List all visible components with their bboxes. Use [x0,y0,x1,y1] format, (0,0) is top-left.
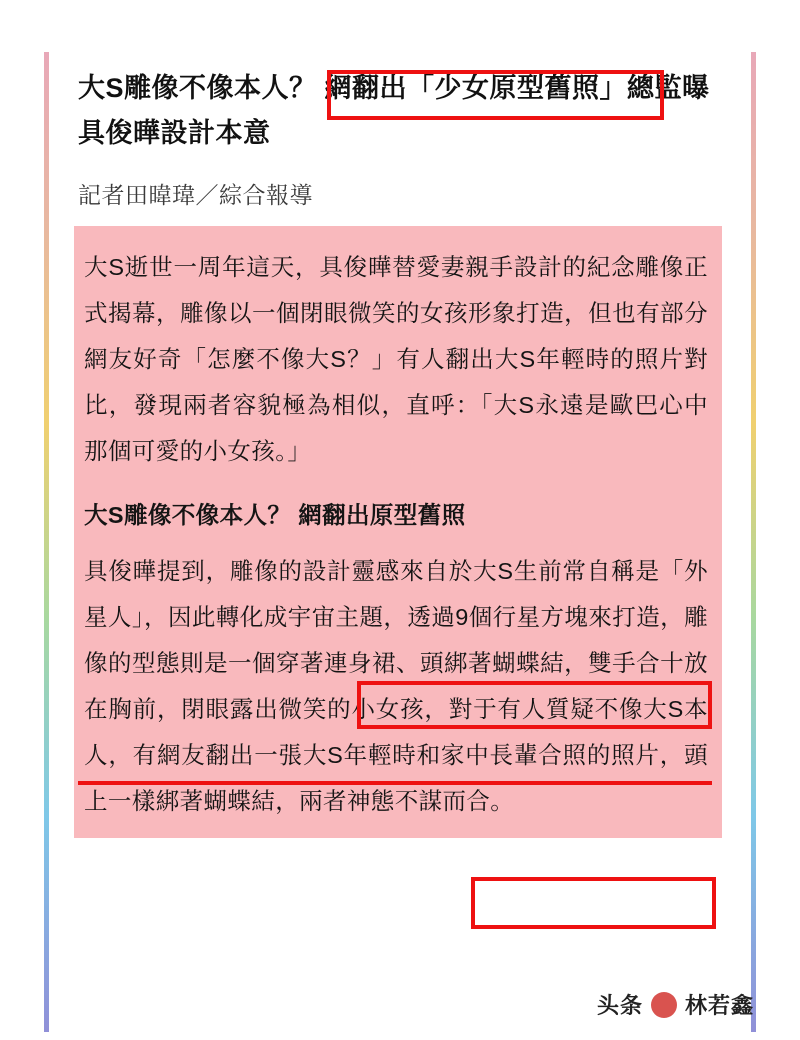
article-byline: 記者田暐瑋／綜合報導 [78,182,313,208]
page-title: 大S雕像不像本人？ 網翻出「少女原型舊照」總監曝具俊曄設計本意 [78,73,710,148]
footer-watermark [597,989,754,1020]
author-name: 林若鑫 [684,993,754,1018]
article-body-highlighted [74,226,722,838]
toutiao-logo: 头条 [596,993,643,1018]
decorative-rail-left [44,52,49,1032]
article-subheading: 大S雕像不像本人？ 網翻出原型舊照 [84,502,466,528]
decorative-rail-right [751,52,756,1032]
article-paragraph-1: 大S逝世一周年這天，具俊曄替愛妻親手設計的紀念雕像正式揭幕，雕像以一個閉眼微笑的女孩形象打造，但也有部分網友好奇「怎麼不像大S？」有人翻出大S年輕時的照片對比，發現兩者容貌極為相似，直呼：「大S永遠是歐巴心中那個可愛的小女孩。」 [84,254,708,464]
article-content [78,66,718,838]
article-paragraph-2: 具俊曄提到，雕像的設計靈感來自於大S生前常自稱是「外星人」，因此轉化成宇宙主題，透過9個行星方塊來打造，雕像的型態則是一個穿著連身裙、頭綁著蝴蝶結，雙手合十放在胸前，閉眼露出微笑的小女孩，對于有人質疑不像大S本人，有網友翻出一張大S年輕時和家中長輩合照的照片，頭上一樣綁著蝴蝶結，兩者神態不謀而合。 [84,558,708,814]
annotation-box-3 [471,877,716,929]
avatar [651,992,677,1018]
